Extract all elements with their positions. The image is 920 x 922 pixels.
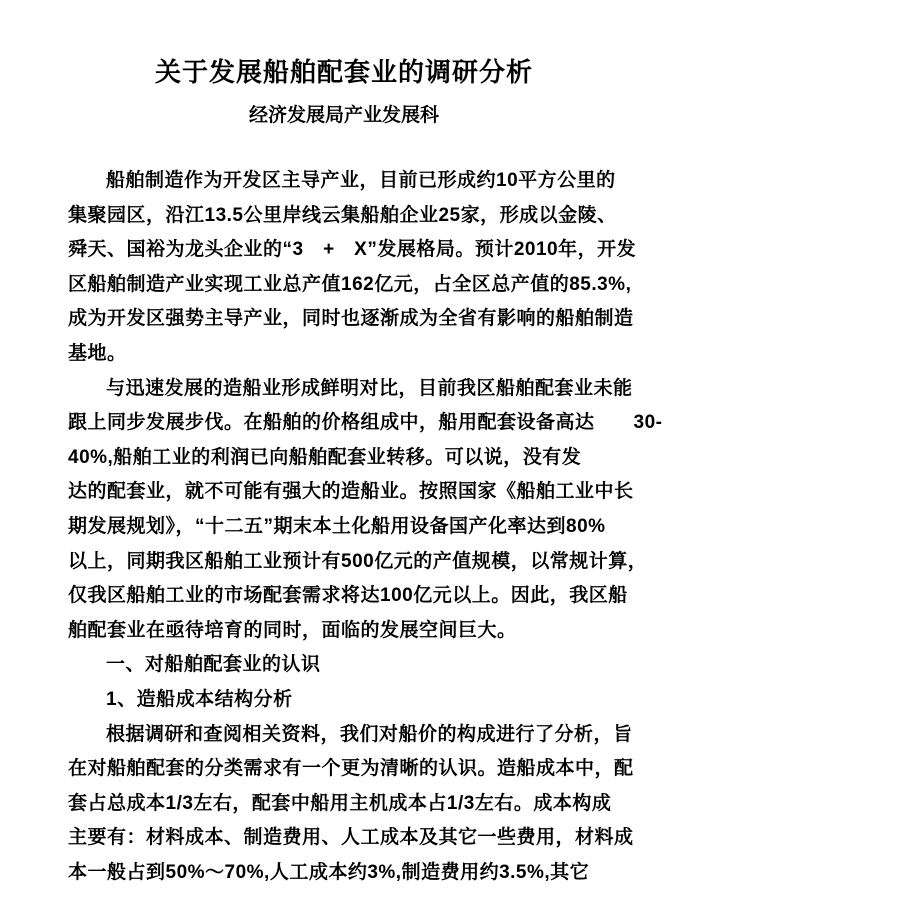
text-line: 达的配套业，就不可能有强大的造船业。按照国家《船舶工业中长 [68, 481, 634, 503]
text-line: 40%,船舶工业的利润已向船舶配套业转移。可以说，没有发 [68, 446, 582, 468]
text-line: 仅我区船舶工业的市场配套需求将达100亿元以上。因此，我区船 [68, 585, 628, 607]
subsection-heading: 1、造船成本结构分析 [106, 688, 293, 710]
text-line: 在对船舶配套的分类需求有一个更为清晰的认识。造船成本中，配 [68, 758, 634, 780]
text-line: 以上，同期我区船舶工业预计有500亿元的产值规模，以常规计算， [68, 550, 648, 572]
text-line: 套占总成本1/3左右，配套中船用主机成本占1/3左右。成本构成 [68, 792, 612, 814]
document-body [68, 164, 663, 890]
document-author: 经济发展局产业发展科 [248, 105, 439, 126]
text-line: 跟上同步发展步伐。在船舶的价格组成中，船用配套设备高达 30- [68, 412, 663, 434]
section-heading: 一、对船舶配套业的认识 [106, 654, 321, 676]
text-line: 区船舶制造产业实现工业总产值162亿元，占全区总产值的85.3%, [68, 273, 632, 295]
text-line: 与迅速发展的造船业形成鲜明对比，目前我区船舶配套业未能 [106, 377, 633, 399]
document-title: 关于发展船舶配套业的调研分析 [154, 57, 533, 87]
document-content [68, 56, 663, 890]
text-line: 本一般占到50%～70%,人工成本约3%,制造费用约3.5%,其它 [68, 861, 590, 883]
text-line: 根据调研和查阅相关资料，我们对船价的构成进行了分析，旨 [106, 723, 633, 745]
text-line: 舶配套业在亟待培育的同时，面临的发展空间巨大。 [68, 619, 517, 641]
text-line: 期发展规划》，“十二五”期末本土化船用设备国产化率达到80% [68, 515, 606, 537]
text-line: 成为开发区强势主导产业，同时也逐渐成为全省有影响的船舶制造 [68, 308, 634, 330]
text-line: 集聚园区，沿江13.5公里岸线云集船舶企业25家，形成以金陵、 [68, 204, 617, 226]
text-line: 主要有：材料成本、制造费用、人工成本及其它一些费用，材料成 [68, 827, 634, 849]
text-line: 基地。 [68, 342, 127, 364]
text-line: 舜天、国裕为龙头企业的“3 + X”发展格局。预计2010年，开发 [68, 239, 637, 261]
text-line: 船舶制造作为开发区主导产业，目前已形成约10平方公里的 [106, 170, 616, 191]
